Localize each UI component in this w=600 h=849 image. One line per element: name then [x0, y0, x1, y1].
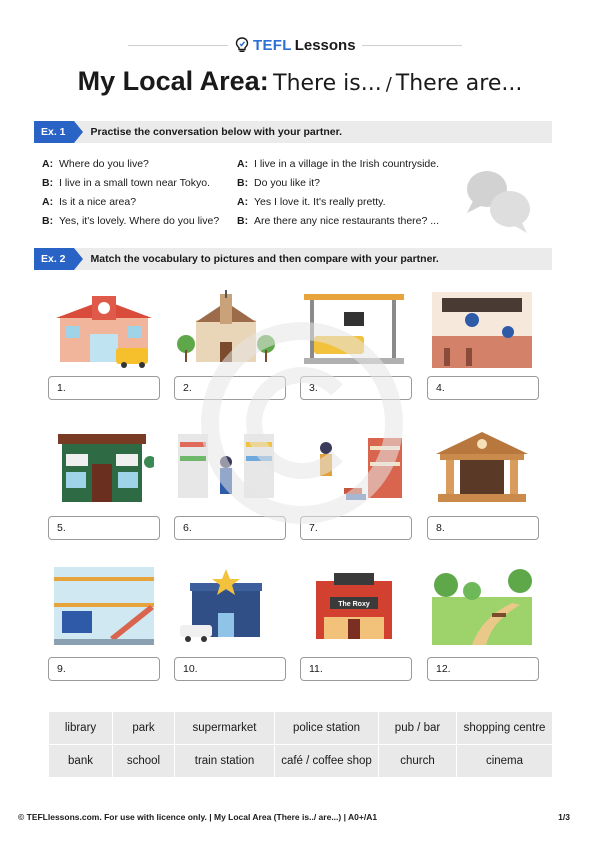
- title-part-1: There is...: [273, 71, 382, 96]
- page-title: [0, 66, 600, 97]
- tefl-lessons-logo: [234, 34, 356, 56]
- answer-box-9[interactable]: 9.: [48, 657, 160, 681]
- answer-box-3[interactable]: 3.: [300, 376, 412, 400]
- vocab-word: cinema: [457, 745, 553, 778]
- exercise-2-header: [34, 248, 552, 270]
- shopping-centre-picture: [54, 567, 154, 645]
- conversation-text: Where do you live?: [59, 158, 149, 170]
- speaker-label: A:: [237, 196, 249, 208]
- conversation-line: [42, 174, 219, 193]
- conversation-line: [42, 212, 219, 231]
- title-main: My Local Area:: [77, 66, 269, 96]
- logo-divider-left: [128, 45, 228, 46]
- conversation-text: I live in a small town near Tokyo.: [59, 177, 210, 189]
- speaker-label: B:: [42, 177, 54, 189]
- exercise-1-header: [34, 121, 552, 143]
- vocab-word: police station: [275, 712, 379, 745]
- vocab-word: pub / bar: [379, 712, 457, 745]
- vocab-word: shopping centre: [457, 712, 553, 745]
- answer-box-1[interactable]: 1.: [48, 376, 160, 400]
- page-footer: [18, 812, 570, 822]
- speaker-label: A:: [42, 158, 54, 170]
- conversation-text: Are there any nice restaurants there? ...: [254, 215, 440, 227]
- train-station-picture: [304, 290, 404, 368]
- conversation-text: I live in a village in the Irish countryside.: [254, 158, 440, 170]
- vocab-word: café / coffee shop: [275, 745, 379, 778]
- conversation-line: [237, 193, 439, 212]
- vocab-word: church: [379, 745, 457, 778]
- speaker-label: A:: [237, 158, 249, 170]
- vocabulary-row: [49, 745, 553, 778]
- logo-lessons-text: Lessons: [294, 36, 356, 54]
- conversation-line: [237, 155, 439, 174]
- conversation-left-column: [42, 155, 219, 231]
- vocab-word: train station: [175, 745, 275, 778]
- vocabulary-row: [49, 712, 553, 745]
- conversation-text: Yes I love it. It's really pretty.: [254, 196, 386, 208]
- vocabulary-table: [48, 711, 553, 778]
- speech-bubbles-icon: [463, 165, 533, 237]
- answer-box-4[interactable]: 4.: [427, 376, 539, 400]
- pub-picture: [54, 428, 154, 506]
- answer-box-11[interactable]: 11.: [300, 657, 412, 681]
- police-station-picture: [176, 567, 276, 645]
- logo-divider-right: [362, 45, 462, 46]
- speaker-label: B:: [42, 215, 54, 227]
- exercise-2-instruction: Match the vocabulary to pictures and then compare with your partner.: [90, 253, 439, 265]
- supermarket-picture: [176, 428, 276, 506]
- answer-box-12[interactable]: 12.: [427, 657, 539, 681]
- vocab-word: library: [49, 712, 113, 745]
- cinema-sign-text: The Roxy: [338, 601, 370, 608]
- vocab-word: supermarket: [175, 712, 275, 745]
- conversation-line: [237, 212, 439, 231]
- conversation-text: Do you like it?: [254, 177, 320, 189]
- cinema-picture: [304, 567, 404, 645]
- conversation-text: Yes, it's lovely. Where do you live?: [59, 215, 220, 227]
- exercise-1-instruction: Practise the conversation below with your partner.: [90, 126, 343, 138]
- conversation-text: Is it a nice area?: [59, 196, 137, 208]
- vocab-word: park: [113, 712, 175, 745]
- cafe-picture: [432, 290, 532, 368]
- logo-row: [0, 34, 600, 56]
- title-part-2: There are...: [395, 71, 523, 96]
- answer-box-8[interactable]: 8.: [427, 516, 539, 540]
- logo-tefl-text: TEFL: [253, 36, 292, 54]
- vocab-word: school: [113, 745, 175, 778]
- lightbulb-icon: [234, 36, 250, 54]
- conversation-right-column: [237, 155, 439, 231]
- speaker-label: B:: [237, 215, 249, 227]
- answer-box-6[interactable]: 6.: [174, 516, 286, 540]
- answer-box-2[interactable]: 2.: [174, 376, 286, 400]
- speaker-label: B:: [237, 177, 249, 189]
- conversation-line: [42, 155, 219, 174]
- answer-box-5[interactable]: 5.: [48, 516, 160, 540]
- title-separator: /: [385, 74, 392, 95]
- conversation-line: [42, 193, 219, 212]
- library-picture: [304, 428, 404, 506]
- answer-box-10[interactable]: 10.: [174, 657, 286, 681]
- exercise-2-tag: Ex. 2: [34, 248, 74, 270]
- exercise-1-tag: Ex. 1: [34, 121, 74, 143]
- speaker-label: A:: [42, 196, 54, 208]
- park-picture: [432, 567, 532, 645]
- conversation-line: [237, 174, 439, 193]
- vocab-word: bank: [49, 745, 113, 778]
- bank-picture: [432, 428, 532, 506]
- school-picture: [54, 290, 154, 368]
- footer-copyright: © TEFLlessons.com. For use with licence only. | My Local Area (There is../ are...) | A0+/A1: [18, 812, 378, 822]
- answer-box-7[interactable]: 7.: [300, 516, 412, 540]
- page-number: 1/3: [558, 812, 570, 822]
- church-picture: [176, 290, 276, 368]
